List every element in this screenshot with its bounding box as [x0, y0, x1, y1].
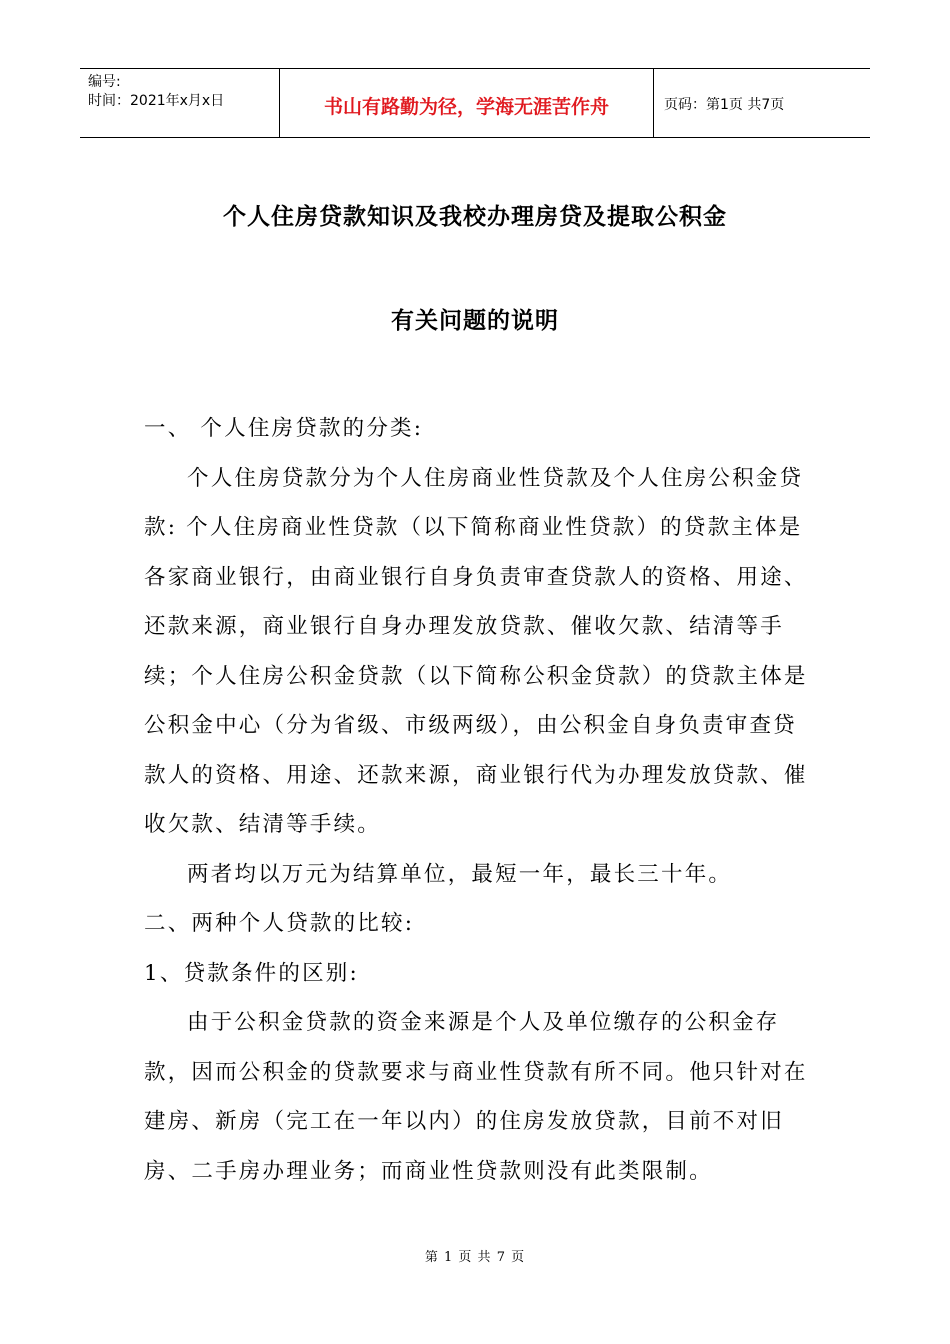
header-page-info: 页码：第1页 共7页: [664, 97, 785, 113]
time-label: 时间：2021年x月x日: [88, 93, 225, 109]
document-body: [144, 404, 808, 1196]
section-heading-1: 一、 个人住房贷款的分类:: [144, 416, 424, 441]
paragraph-loan-types: 个人住房贷款分为个人住房商业性贷款及个人住房公积金贷款: 个人住房商业性贷款（以下简称商业性贷款）的贷款主体是各家商业银行，由商业银行自身负责审查贷款人的资格、用途、还款来源，商业银行自身办理发放贷款、催收欠款、结清等手续；个人住房公积金贷款（以下简称公积金贷款）的贷款主体是公积金中心（分为省级、市级两级），由公积金自身负责审查贷款人的资格、用途、还款来源，商业银行代为办理发放贷款、催收欠款、结清等手续。: [144, 465, 808, 837]
paragraph-loan-conditions: 由于公积金贷款的资金来源是个人及单位缴存的公积金存款，因而公积金的贷款要求与商业性贷款有所不同。他只针对在建房、新房（完工在一年以内）的住房发放贷款，目前不对旧房、二手房办理业务；而商业性贷款则没有此类限制。: [144, 1010, 808, 1184]
page-footer: 第 1 页 共 7 页: [424, 1250, 526, 1265]
header-motto: 书山有路勤为径，学海无涯苦作舟: [280, 69, 654, 137]
document-title-line2: 有关问题的说明: [391, 308, 559, 334]
number-label: 编号:: [88, 74, 121, 90]
section-heading-2: 二、两种个人贷款的比较:: [144, 911, 415, 936]
subsection-heading-1: 1、贷款条件的区别:: [144, 960, 359, 986]
document-title-line1: 个人住房贷款知识及我校办理房贷及提取公积金: [223, 204, 727, 230]
paragraph-settlement: 两者均以万元为结算单位，最短一年，最长三十年。: [187, 861, 733, 887]
document-header: [80, 68, 870, 138]
header-meta: [80, 69, 280, 137]
